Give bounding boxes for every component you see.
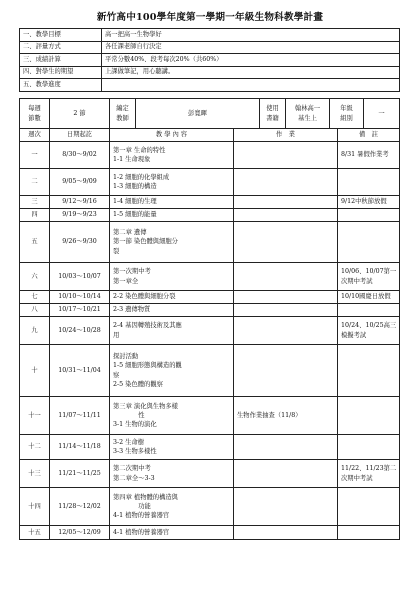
content-line: 2-2 染色體與細胞分裂	[113, 293, 176, 301]
info-value: 平常分數40%、段考每次20%（共60%）	[102, 54, 400, 67]
homework-cell	[234, 222, 338, 263]
note-cell	[338, 209, 400, 222]
homework-cell	[234, 435, 338, 460]
note-line: 8/31 暑假作業考	[341, 151, 389, 159]
content-cell	[110, 526, 234, 540]
homework-cell	[234, 209, 338, 222]
content-line: 3-3 生物多樣性	[113, 448, 157, 455]
plan-info-table	[19, 28, 400, 92]
content-cell	[110, 488, 234, 526]
content-cell	[110, 263, 234, 291]
week-cell: 三	[20, 196, 50, 209]
week-cell: 十三	[20, 460, 50, 488]
week-cell: 十	[20, 345, 50, 397]
homework-cell	[234, 304, 338, 317]
header-content: 教 學 內 容	[110, 129, 234, 142]
info-value: 高一把高一生物學好	[102, 29, 400, 42]
course-meta-table	[19, 98, 400, 129]
note-cell	[338, 291, 400, 304]
content-cell	[110, 142, 234, 169]
header-homework: 作 業	[234, 129, 338, 142]
homework-cell	[234, 526, 338, 540]
content-line: 用	[113, 331, 120, 339]
info-label: 五、教學進度	[20, 79, 102, 92]
header-date: 日期起訖	[50, 129, 110, 142]
week-cell: 十二	[20, 435, 50, 460]
note-line: 11/22、11/23第二	[341, 465, 397, 473]
week-cell: 十五	[20, 526, 50, 540]
week-cell: 十一	[20, 397, 50, 435]
table-row	[20, 222, 400, 263]
content-cell	[110, 209, 234, 222]
info-value	[102, 79, 400, 92]
week-cell: 九	[20, 317, 50, 345]
note-line: 10/24、10/25高三	[341, 322, 397, 330]
content-line: 1-2 細胞的化學組成	[113, 173, 170, 181]
textbook-label: 使用 書籍	[260, 99, 286, 129]
grade-value: 一	[364, 99, 400, 129]
content-cell	[110, 317, 234, 345]
content-line: 第二章全～3-3	[113, 474, 155, 482]
note-cell	[338, 317, 400, 345]
content-line: 第二章 遺傳	[113, 229, 147, 237]
table-row	[20, 488, 400, 526]
homework-cell: 生物作業抽查（11/8）	[234, 397, 338, 435]
table-row	[20, 209, 400, 222]
content-line: 第一章 生命的特性	[113, 146, 166, 154]
content-line: 第一章全	[113, 277, 139, 285]
date-cell: 11/21～11/25	[50, 460, 110, 488]
textbook-value: 翰林高一 基生上	[286, 99, 330, 129]
table-row	[20, 263, 400, 291]
info-row	[20, 66, 400, 79]
table-row	[20, 317, 400, 345]
date-cell: 11/14～11/18	[50, 435, 110, 460]
info-label: 四、對學生的期望	[20, 66, 102, 79]
editor-label: 編定 教師	[110, 99, 136, 129]
note-cell	[338, 222, 400, 263]
note-cell	[338, 488, 400, 526]
content-line: 3-1 生物的演化	[113, 421, 157, 429]
content-line: 4-1 植物的營養器官	[113, 512, 170, 520]
note-cell	[338, 397, 400, 435]
content-cell	[110, 345, 234, 397]
content-line: 探討活動	[113, 353, 139, 361]
table-row	[20, 142, 400, 169]
content-line: 第二次期中考	[113, 465, 151, 473]
content-line: 性	[113, 411, 145, 419]
date-cell: 12/05～12/09	[50, 526, 110, 540]
date-cell: 10/31～11/04	[50, 345, 110, 397]
info-label: 三、成績計算	[20, 54, 102, 67]
schedule-header-row	[20, 129, 400, 142]
homework-cell	[234, 317, 338, 345]
note-line: 模擬考試	[341, 331, 367, 339]
content-cell	[110, 169, 234, 196]
content-line: 1-5 細胞的能量	[113, 211, 157, 219]
date-cell: 10/03～10/07	[50, 263, 110, 291]
info-value: 各任課老師自行決定	[102, 41, 400, 54]
note-cell	[338, 263, 400, 291]
week-cell: 四	[20, 209, 50, 222]
content-cell	[110, 397, 234, 435]
info-row	[20, 41, 400, 54]
content-line: 察	[113, 371, 120, 379]
content-line: 2-5 染色體的觀察	[113, 380, 163, 388]
content-cell	[110, 196, 234, 209]
note-cell	[338, 169, 400, 196]
content-line: 第四章 植物體的構造與	[113, 493, 178, 501]
info-label: 一、教學目標	[20, 29, 102, 42]
table-row	[20, 460, 400, 488]
info-value: 上課做筆記，用心聽講。	[102, 66, 400, 79]
table-row	[20, 397, 400, 435]
content-cell	[110, 435, 234, 460]
weekly-hours-label: 每週 節數	[20, 99, 50, 129]
note-line: 10/06、10/07第一	[341, 268, 397, 276]
homework-cell	[234, 460, 338, 488]
date-cell: 11/28～12/02	[50, 488, 110, 526]
week-cell: 八	[20, 304, 50, 317]
week-cell: 二	[20, 169, 50, 196]
table-row	[20, 526, 400, 540]
weekly-hours-value: 2 節	[50, 99, 110, 129]
content-line: 4-1 植物的營養器官	[113, 528, 170, 536]
homework-cell	[234, 196, 338, 209]
note-cell	[338, 142, 400, 169]
content-cell	[110, 222, 234, 263]
content-line: 2-3 遺傳物質	[113, 306, 151, 314]
week-cell: 五	[20, 222, 50, 263]
table-row	[20, 435, 400, 460]
content-cell	[110, 460, 234, 488]
homework-cell	[234, 263, 338, 291]
note-line: 10/10國慶日放假	[341, 293, 391, 301]
note-line: 次期中考試	[341, 277, 373, 285]
header-week: 週次	[20, 129, 50, 142]
content-line: 第三章 演化與生物多樣	[113, 402, 178, 410]
note-cell	[338, 435, 400, 460]
table-row	[20, 304, 400, 317]
note-line: 9/12中秋節放假	[341, 198, 387, 206]
date-cell: 11/07～11/11	[50, 397, 110, 435]
date-cell: 10/24～10/28	[50, 317, 110, 345]
note-cell	[338, 526, 400, 540]
note-cell	[338, 460, 400, 488]
content-line: 1-1 生命現象	[113, 156, 151, 163]
date-cell: 9/05～9/09	[50, 169, 110, 196]
date-cell: 10/17～10/21	[50, 304, 110, 317]
date-cell: 10/10～10/14	[50, 291, 110, 304]
content-line: 第一節 染色體與細胞分	[113, 238, 178, 246]
header-note: 備 註	[338, 129, 400, 142]
content-line: 1-5 細胞形態與構造的觀	[113, 362, 182, 370]
note-cell	[338, 345, 400, 397]
schedule-table	[19, 128, 400, 540]
content-line: 裂	[113, 247, 120, 255]
info-row	[20, 79, 400, 92]
table-row	[20, 196, 400, 209]
info-row	[20, 54, 400, 67]
homework-cell	[234, 291, 338, 304]
week-cell: 六	[20, 263, 50, 291]
note-cell	[338, 196, 400, 209]
content-line: 1-3 細胞的構造	[113, 183, 157, 190]
grade-label: 年級 組別	[330, 99, 364, 129]
content-cell	[110, 291, 234, 304]
date-cell: 8/30～9/02	[50, 142, 110, 169]
week-cell: 十四	[20, 488, 50, 526]
content-line: 功能	[113, 502, 151, 510]
content-line: 1-4 細胞的生理	[113, 198, 157, 206]
table-row	[20, 291, 400, 304]
week-cell: 一	[20, 142, 50, 169]
table-row	[20, 345, 400, 397]
homework-cell	[234, 169, 338, 196]
note-line: 次期中考試	[341, 474, 373, 482]
document-title: 新竹高中100學年度第一學期一年級生物科教學計畫	[96, 12, 324, 23]
content-line: 3-2 生命樹	[113, 438, 145, 446]
date-cell: 9/12～9/16	[50, 196, 110, 209]
homework-cell	[234, 142, 338, 169]
date-cell: 9/19～9/23	[50, 209, 110, 222]
homework-cell	[234, 488, 338, 526]
week-cell: 七	[20, 291, 50, 304]
editor-name: 彭寬暉	[136, 99, 260, 129]
info-label: 二、評量方式	[20, 41, 102, 54]
homework-cell	[234, 345, 338, 397]
info-row	[20, 29, 400, 42]
content-line: 第一次期中考	[113, 268, 151, 276]
table-row	[20, 169, 400, 196]
note-cell	[338, 304, 400, 317]
content-cell	[110, 304, 234, 317]
date-cell: 9/26～9/30	[50, 222, 110, 263]
content-line: 2-4 基因轉殖技術及其應	[113, 322, 182, 330]
